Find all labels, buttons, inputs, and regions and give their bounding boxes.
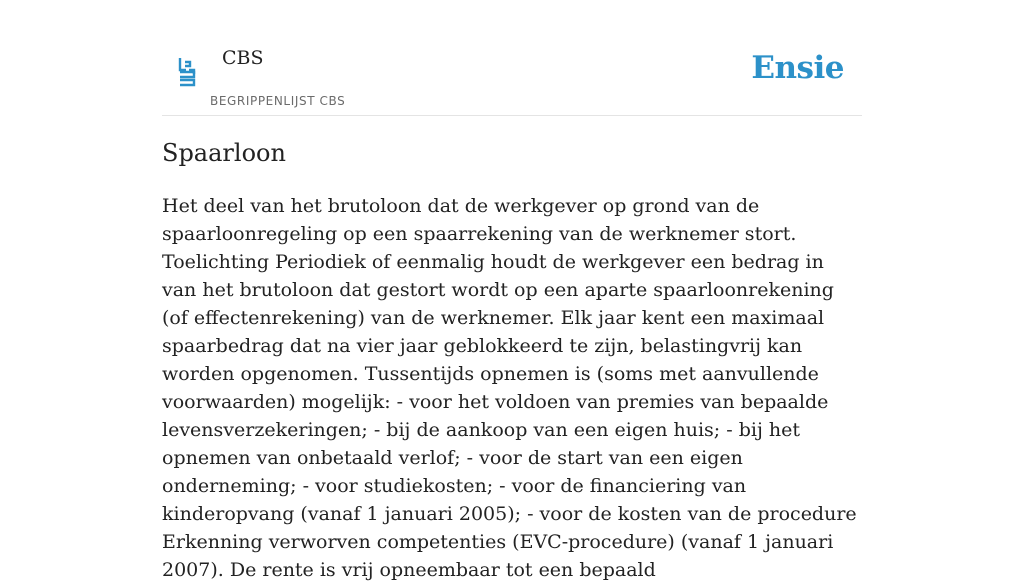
cbs-logo-icon[interactable] [176, 56, 198, 86]
page-container [162, 0, 862, 581]
term-title: Spaarloon [162, 139, 286, 167]
source-subtitle[interactable]: BEGRIPPENLIJST CBS [210, 94, 346, 108]
page-header [162, 0, 862, 116]
source-title[interactable]: CBS [222, 47, 264, 69]
term-definition: Het deel van het brutoloon dat de werkgever op grond van de spaarloonregeling op een spaarrekening van de werknemer stort. Toelichting Periodiek of eenmalig houdt de werkgever een bedrag in van het brutoloon dat gestort wordt op een aparte spaarloonrekening (of effectenrekening) van de werknemer. Elk jaar kent een maximaal spaarbedrag dat na vier jaar geblokkeerd te zijn, belastingvrij kan worden opgenomen. Tussentijds opnemen is (soms met aanvullende voorwaarden) mogelijk: - voor het voldoen van premies van bepaalde levensverzekeringen; - bij de aankoop van een eigen huis; - bij het opnemen van onbetaald verlof; - voor de start van een eigen onderneming; - voor studiekosten; - voor de financiering van kinderopvang (vanaf 1 januari 2005); - voor de kosten van de procedure Erkenning verworven competenties (EVC-procedure) (vanaf 1 januari 2007). De rente is vrij opneembaar tot een bepaald [162, 195, 857, 581]
ensie-logo-link[interactable]: Ensie [751, 50, 844, 86]
